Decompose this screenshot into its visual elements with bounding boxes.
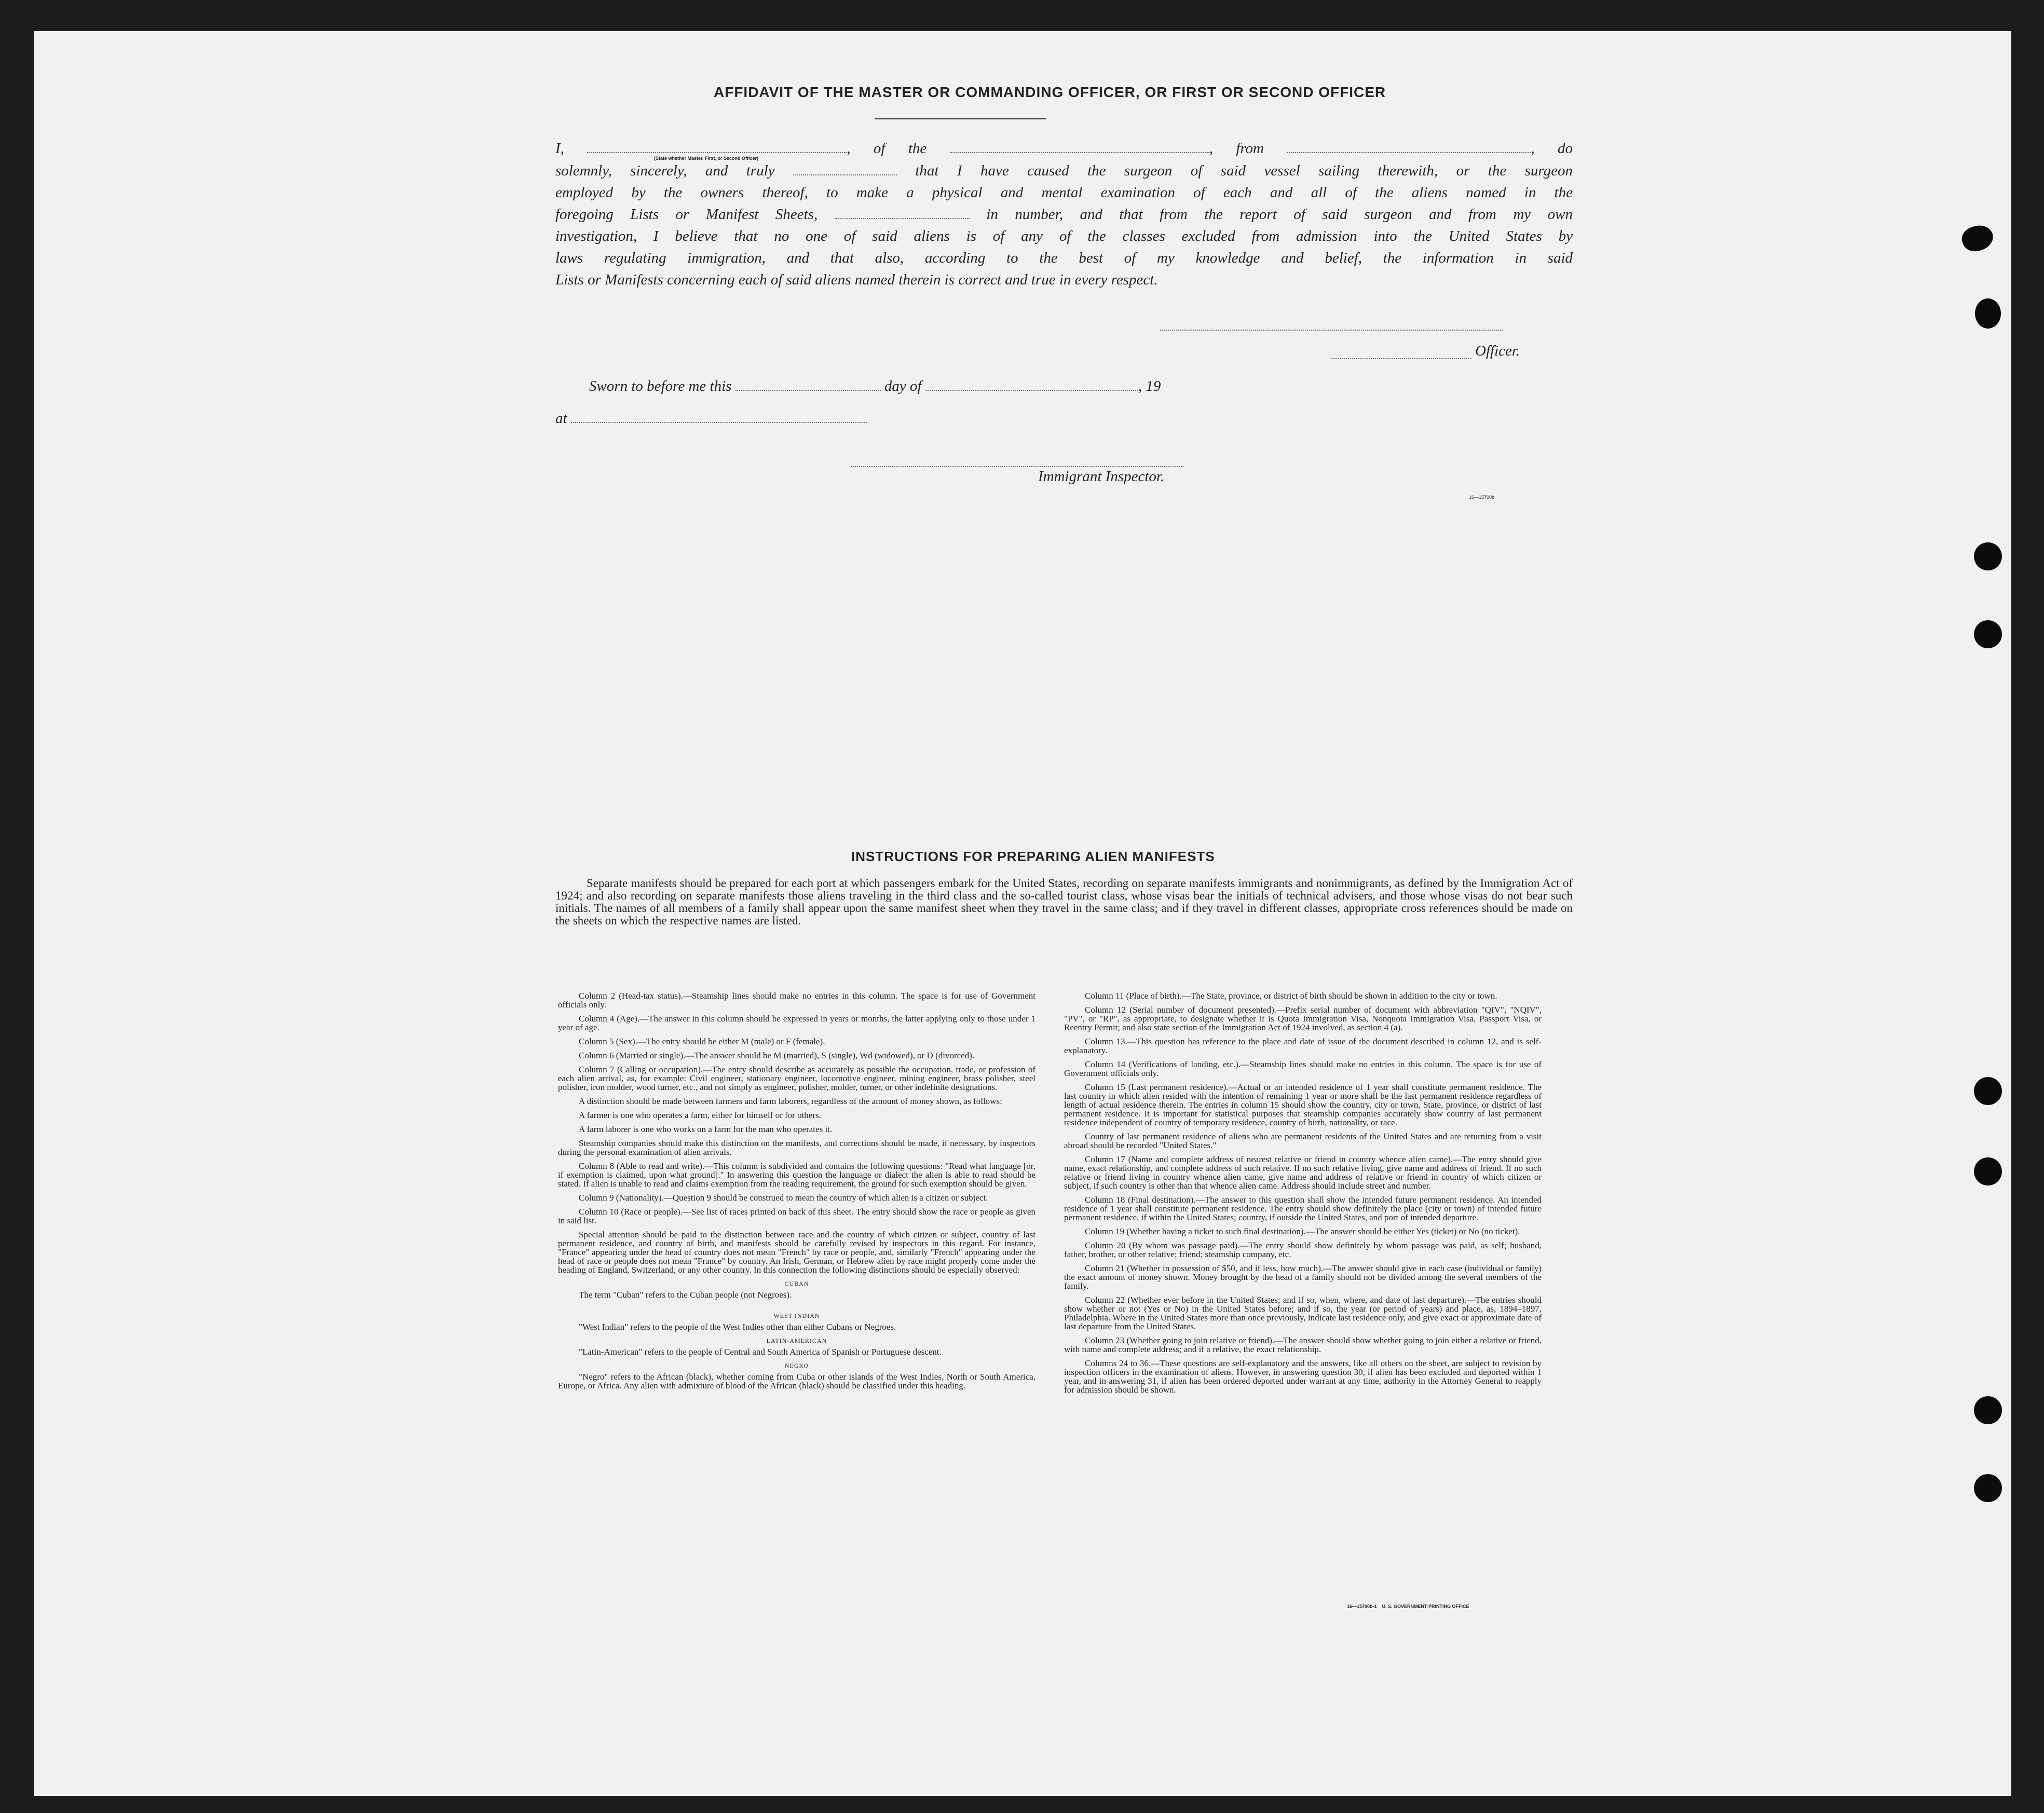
form-number: 16—15700b [1469,495,1495,500]
inspector-label: Immigrant Inspector. [1038,468,1165,485]
text: day of [884,378,922,394]
paragraph: Column 18 (Final destination).—The answer to this question shall show the intended future permanent residence. An intended residence of 1 year shall constitute permanent residence. The entry should show definitely the place (city or town) of intended future permanent residence, if within the United States; country, if outside the United States, and port of intended departure. [1064,1195,1542,1222]
officer-rank-hint: (State whether Master, First, or Second Officer) [654,156,759,161]
subheading: LATIN-AMERICAN [766,1337,827,1344]
text: I, [555,140,564,157]
instructions-intro: Separate manifests should be prepared for each port at which passengers embark for the United States, recording on separate manifests immigrants and nonimmigrants, as defined by the Immigration Act of 1924; and also recording on separate manifests those aliens traveling in the third class and the so-called tourist class, whose visas bear the initials of technical advisers, and those whose visas do not bear such initials. The names of all members of a family shall appear upon the same manifest sheet when they travel in the same class; and if they travel in different classes, appropriate cross references should be made on the sheets on which the respective names are listed. [555,877,1573,927]
text: Sworn to before me this [589,378,732,394]
place-line [555,410,867,427]
paragraph: A distinction should be made between farmers and farm laborers, regardless of the amount of money shown, as follows: [579,1096,1002,1106]
punch-hole [1959,221,1997,255]
paragraph: Column 2 (Head-tax status).—Steamship lines should make no entries in this column. The space is for use of Government officials only. [558,991,1035,1010]
place-field[interactable] [571,411,867,423]
punch-hole [1975,298,2001,329]
paragraph: A farm laborer is one who works on a farm for the man who operates it. [579,1124,833,1134]
paragraph: Column 13.—This question has reference to the place and date of issue of the document described in column 12, and is self-explanatory. [1064,1037,1542,1055]
text: at [555,410,567,427]
paragraph: Column 21 (Whether in possession of $50, and if less, how much).—The answer should give in each case (individual or family) the exact amount of money shown. Money brought by the head of a family should not be divided among the several members of the family. [1064,1263,1542,1291]
text: , of the [847,140,927,157]
punch-hole [1974,542,2002,570]
paragraph: Column 6 (Married or single).—The answer should be M (married), S (single), Wd (widowed), or D (divorced). [579,1051,975,1060]
vessel-name-field[interactable] [950,141,1209,153]
affidavit-line-3: employed by the owners thereof, to make a physical and mental examination of each and all of the aliens named in the [555,184,1573,201]
punch-hole [1974,1157,2002,1185]
text: that I have caused the surgeon of said vessel sailing therewith, or the surgeon [915,162,1573,179]
instructions-left-column [558,991,1035,1395]
affidavit-title: AFFIDAVIT OF THE MASTER OR COMMANDING OFFICER, OR FIRST OR SECOND OFFICER [714,84,1386,100]
punch-hole [1974,1396,2002,1424]
oath-form-field[interactable] [793,163,897,175]
affidavit-line-7: Lists or Manifests concerning each of said aliens named therein is correct and true in every respect. [555,271,1158,288]
paragraph: Column 15 (Last permanent residence).—Actual or an intended residence of 1 year shall constitute permanent residence. The last country in which alien resided with the intention of remaining 1 year or more shall be the last permanent residence regardless of length of actual residence therein. The entries in column 15 should show the country, city or town, State, province, or district of last permanent residence. It is important for statistical purposes that steamship companies accurately show country of last permanent residence independent of country of temporary residence, country of birth, nationality, or race. [1064,1082,1542,1127]
sworn-month-field[interactable] [925,378,1138,391]
paragraph: A farmer is one who operates a farm, either for himself or for others. [579,1110,821,1120]
affidavit-line-6: laws regulating immigration, and that also, according to the best of my knowledge and belief, the information in said [555,250,1573,266]
paragraph: Column 11 (Place of birth).—The State, province, or district of birth should be shown in addition to the city or town. [1085,991,1497,1001]
affidavit-line-4 [555,203,1573,225]
sworn-line [589,378,1161,395]
instructions-title: INSTRUCTIONS FOR PREPARING ALIEN MANIFESTS [851,849,1215,864]
text: , from [1209,140,1264,157]
paragraph: Column 17 (Name and complete address of nearest relative or friend in country whence alien came).—The entry should give name, exact relationship, and complete address of such relative. If no such relative living, give name and address of friend. If no such relative or friend living in country whence alien came, give name and address of relative or friend in country of which citizen or subject, if such country is other than that whence alien came. Address should include street and number. [1064,1154,1542,1191]
punch-hole [1974,1474,2002,1502]
paragraph: Column 20 (By whom was passage paid).—The entry should show definitely by whom passage was paid, as self; husband, father, brother, or other relative; friend; steamship company, etc. [1064,1241,1542,1259]
text: foregoing Lists or Manifest Sheets, [555,206,818,223]
punch-hole [1974,1077,2002,1105]
paragraph: Column 10 (Race or people).—See list of races printed on back of this sheet. The entry should show the race or people as given in said list. [558,1207,1035,1225]
paragraph: Columns 24 to 36.—These questions are self-explanatory and the answers, like all others on the sheet, are subject to revision by inspection officers in the examination of aliens. However, in answering question 30, if alien has been excluded and deported within 1 year, and in answering 31, if alien has been ordered deported under warrant at any time, authority in the Attorney General to reapply for admission should be shown. [1064,1358,1542,1395]
punch-hole [1974,620,2002,648]
paragraph: "Negro" refers to the African (black), whether coming from Cuba or other islands of the West Indies, North or South America, Europe, or Africa. Any alien with admixture of blood of the African (black) should be classified under this heading. [558,1372,1035,1391]
paragraph: The term "Cuban" refers to the Cuban people (not Negroes). [579,1290,792,1300]
paragraph: Special attention should be paid to the distinction between race and the country of which citizen or subject, country of last permanent residence, and country of birth, and manifests should be carefully revised by inspectors in this regard. For instance, "France" appearing under the head of country does not mean "French" by race or people, and, similarly "French" appearing under the head of race or people does not mean "France" by country. An Irish, German, or Hebrew alien by race might properly come under the heading of England, Switzerland, or any other country. In this connection the following distinctions should be especially observed: [558,1230,1035,1275]
paragraph: Country of last permanent residence of aliens who are permanent residents of the United States and are returning from a visit abroad should be recorded "United States." [1064,1132,1542,1150]
paragraph: "Latin-American" refers to the people of Central and South America of Spanish or Portuguese descent. [579,1347,942,1357]
title-rule [875,118,1046,119]
paragraph: Column 7 (Calling or occupation).—The entry should describe as accurately as possible the occupation, trade, or profession of each alien arrival, as, for example: Civil engineer, stationary engineer, locomotive engineer, mining engineer, brass polisher, steel polisher, iron molder, wood turner, etc., and not simply as engineer, polisher, molder, turner, or other indefinite designations. [558,1065,1035,1092]
sworn-day-field[interactable] [735,378,881,391]
paragraph: Column 8 (Able to read and write).—This column is subdivided and contains the following questions: "Read what language [or, if exemption is claimed, upon what ground]." In answering this question the language or dialect the alien is able to read should be stated. If alien is unable to read and claims exemption from the reading requirement, the ground for such exemption should be given. [558,1161,1035,1189]
paragraph: Column 19 (Whether having a ticket to such final destination).—The answer should be either Yes (ticket) or No (no ticket). [1085,1226,1520,1236]
officer-signature-line[interactable] [1160,330,1503,331]
officer-title-field[interactable] [1331,358,1471,359]
sheet-count-field[interactable] [835,207,970,219]
officer-label: Officer. [1475,343,1520,359]
port-from-field[interactable] [1287,141,1531,153]
affidavit-line-5: investigation, I believe that no one of said aliens is of any of the classes excluded from admission into the United States by [555,228,1573,244]
paragraph: Column 5 (Sex).—The entry should be either M (male) or F (female). [579,1037,825,1046]
inspector-signature-line[interactable] [851,466,1183,467]
printer-footer: 16—15700b-1 U. S. GOVERNMENT PRINTING OFFICE [1347,1604,1469,1609]
instructions-right-column [1064,991,1542,1399]
paragraph: Column 12 (Serial number of document presented).—Prefix serial number of document with abbreviation "QIV", "NQIV", "PV", or "RP", as appropriate, to designate whether it is Quota Immigration Visa, Nonquota Immigration Visa, Passport Visa, or Reentry Permit; and also state section of the Immigration Act of 1924 involved, as section 4 (a). [1064,1005,1542,1032]
text: , 19 [1138,378,1161,394]
affidavit-line-2 [555,160,1573,182]
officer-rank-field[interactable] [587,141,847,153]
paragraph: Column 4 (Age).—The answer in this column should be expressed in years or months, the latter applying only to those under 1 year of age. [558,1014,1035,1032]
text: in number, and that from the report of said surgeon and from my own [986,206,1573,223]
paragraph: Steamship companies should make this distinction on the manifests, and corrections should be made, if necessary, by inspectors during the personal examination of alien arrivals. [558,1138,1035,1157]
paragraph: Column 23 (Whether going to join relative or friend).—The answer should show whether going to join either a relative or friend, with name and complete address; and if a relative, the exact relationship. [1064,1335,1542,1354]
subheading: WEST INDIAN [773,1312,820,1319]
subheading: NEGRO [784,1362,809,1369]
text: solemnly, sincerely, and truly [555,162,775,179]
paragraph: Column 22 (Whether ever before in the United States; and if so, when, where, and date of last departure).—The entries should show whether or not (Yes or No) in the United States before; and if so, the year (or period of years) and place, as, 1894–1897, Philadelphia. Where in the United States more than once previously, indicate last residence only, and give exact or approximate date of last departure from the United States. [1064,1295,1542,1331]
paragraph: "West Indian" refers to the people of the West Indies other than either Cubans or Negroes. [579,1322,896,1332]
paragraph: Column 9 (Nationality).—Question 9 should be construed to mean the country of which alien is a citizen or subject. [579,1193,988,1203]
subheading: CUBAN [784,1280,809,1287]
text: , do [1531,140,1573,157]
paragraph: Column 14 (Verifications of landing, etc.).—Steamship lines should make no entries in this column. The space is for use of Government officials only. [1064,1059,1542,1078]
document-page [34,31,2011,1796]
